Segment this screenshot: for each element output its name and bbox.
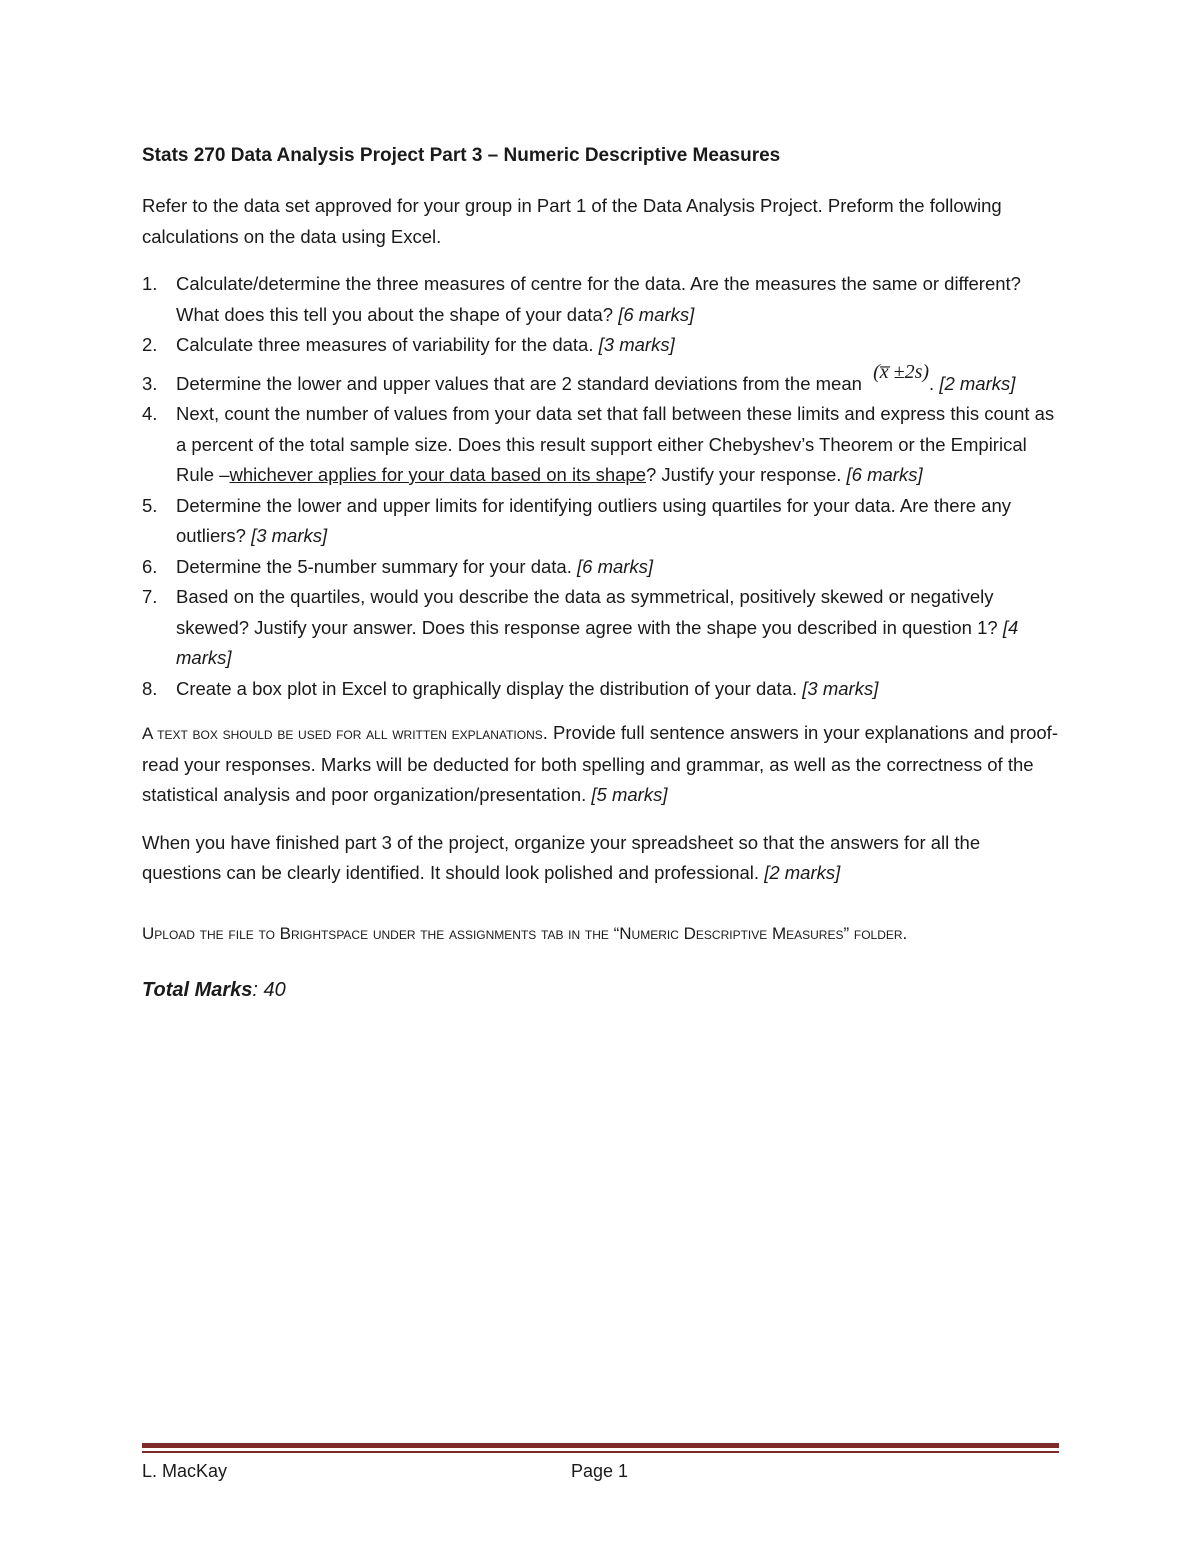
- list-item: 5. Determine the lower and upper limits for identifying outliers using quartiles for your data. Are there any outliers? [3 marks]: [142, 494, 1011, 546]
- marks-label: [2 marks]: [939, 372, 1016, 394]
- footer-page-number: Page 1: [571, 1461, 629, 1481]
- marks-label: [3 marks]: [598, 334, 675, 355]
- marks-label: [6 marks]: [577, 555, 654, 577]
- intro-paragraph: Refer to the data set approved for your group in Part 1 of the Data Analysis Project. Preform the following calculations on the data using Excel.: [142, 195, 1002, 247]
- list-item: 1. Calculate/determine the three measures of centre for the data. Are the measures the same or different? What does this tell you about the shape of your data? [6 marks]: [142, 273, 1021, 325]
- marks-label: [5 marks]: [591, 784, 668, 805]
- marks-label: [3 marks]: [802, 677, 879, 699]
- footer-author: L. MacKay: [142, 1461, 228, 1481]
- marks-label: [2 marks]: [764, 862, 841, 883]
- marks-label: [6 marks]: [618, 303, 695, 325]
- document-body: [142, 141, 1060, 1023]
- document-title: Stats 270 Data Analysis Project Part 3 – Numeric Descriptive Measures: [142, 145, 781, 166]
- list-item: 2. Calculate three measures of variability for the data. [3 marks]: [142, 334, 675, 355]
- footer-divider: [142, 1443, 1059, 1448]
- list-item: 6. Determine the 5-number summary for your data. [6 marks]: [142, 555, 654, 577]
- marks-label: [4 marks]: [176, 616, 1019, 668]
- finish-paragraph: When you have finished part 3 of the project, organize your spreadsheet so that the answers for all the questions can be clearly identified. It should look polished and professional. [2 marks]: [142, 831, 981, 883]
- list-item: 4. Next, count the number of values from your data set that fall between these limits and express this count as a percent of the total sample size. Does this result support either Chebyshev’s Theorem or the Empirical Rule –whichever applies for your data based on its shape? Justify your response. [6 marks]: [142, 403, 1055, 485]
- footer-divider-thin: [142, 1451, 1059, 1453]
- question-list: [142, 269, 1060, 704]
- textbox-paragraph: A text box should be used for all written explanations. Provide full sentence answers in your explanations and proof-read your responses. Marks will be deducted for both spelling and grammar, as well as the correctness of the statistical analysis and poor organization/presentation. [5 marks]: [142, 722, 1058, 805]
- marks-label: [3 marks]: [251, 525, 328, 546]
- list-item: 8. Create a box plot in Excel to graphically display the distribution of your data. [3 marks]: [142, 677, 879, 699]
- smallcaps-heading: A text box should be used for all written explanations: [142, 724, 543, 743]
- formula-mean-plus-minus-2s: (x̅ ±2s): [873, 360, 930, 383]
- total-marks: Total Marks: 40: [142, 979, 286, 1001]
- list-item: 7. Based on the quartiles, would you describe the data as symmetrical, positively skewed or negatively skewed? Justify your answer. Does this response agree with the shape you described in question 1? [4 marks]: [142, 586, 1019, 668]
- underlined-text: whichever applies for your data based on its shape: [229, 464, 646, 485]
- marks-label: [6 marks]: [846, 464, 923, 485]
- list-item: 3. Determine the lower and upper values that are 2 standard deviations from the mean (x̅ ±2s). [2 marks]: [142, 360, 1016, 394]
- upload-instruction: Upload the file to Brightspace under the assignments tab in the “Numeric Descriptive Measures” folder.: [142, 923, 908, 943]
